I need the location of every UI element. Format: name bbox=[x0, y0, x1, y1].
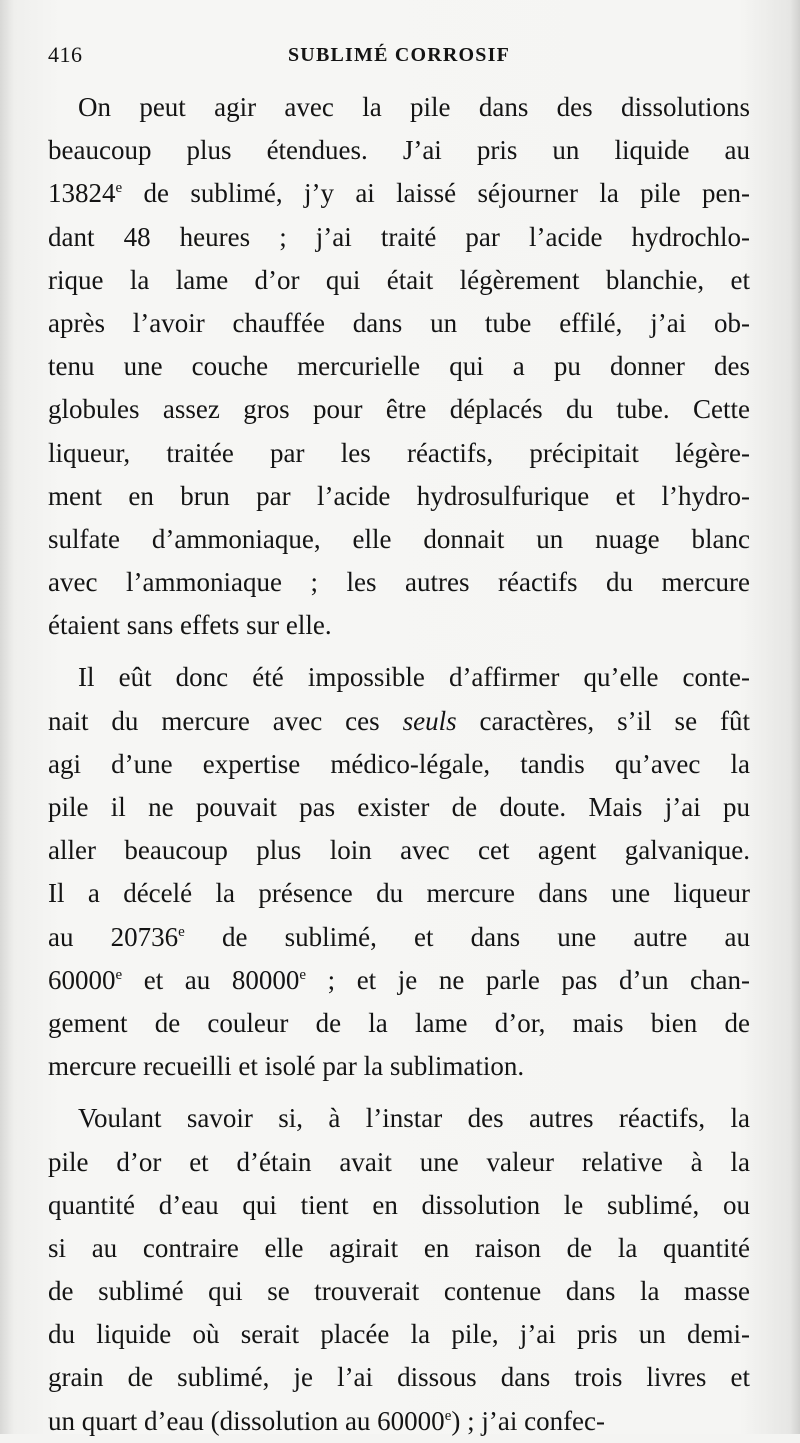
text-line bbox=[48, 959, 750, 1002]
text-line bbox=[48, 872, 750, 915]
text-segment: de sublimé, j’y ai laissé séjourner la pile pen- bbox=[122, 178, 750, 209]
text-segment: rique la lame d’or qui était légèrement blanchie, et bbox=[48, 264, 750, 295]
text-segment: tenu une couche mercurielle qui a pu donner des bbox=[48, 351, 750, 382]
text-segment: après l’avoir chauffée dans un tube effilé, j’ai ob- bbox=[48, 307, 750, 338]
text-segment: sulfate d’ammoniaque, elle donnait un nuage blanc bbox=[48, 523, 750, 554]
text-segment: aller beaucoup plus loin avec cet agent galvanique. bbox=[48, 835, 750, 866]
paragraph bbox=[48, 86, 750, 647]
text-line bbox=[48, 216, 750, 259]
text-segment: Il eût donc été impossible d’affirmer qu’elle conte- bbox=[78, 662, 750, 693]
text-line bbox=[48, 1184, 750, 1227]
text-segment: du liquide où serait placée la pile, j’ai pris un demi- bbox=[48, 1319, 750, 1350]
text-segment: mercure recueilli et isolé par la sublimation. bbox=[48, 1051, 525, 1082]
ordinal-superscript: e bbox=[115, 180, 123, 197]
text-segment: si au contraire elle agirait en raison de la quantité bbox=[48, 1232, 750, 1263]
text-line bbox=[48, 1356, 750, 1399]
text-line bbox=[48, 1141, 750, 1184]
page-header bbox=[48, 42, 750, 76]
text-segment: liqueur, traitée par les réactifs, précipitait légère- bbox=[48, 437, 750, 468]
text-segment: caractères, s’il se fût bbox=[456, 705, 750, 736]
text-line bbox=[48, 432, 750, 475]
text-segment: de sublimé, et dans une autre au bbox=[184, 921, 750, 952]
text-segment: au 20736 bbox=[48, 921, 179, 952]
text-line bbox=[48, 656, 750, 699]
text-line bbox=[48, 388, 750, 431]
ordinal-superscript: e bbox=[178, 923, 185, 940]
text-segment: 13824 bbox=[48, 178, 116, 209]
text-line bbox=[48, 475, 750, 518]
running-title: SUBLIMÉ CORROSIF bbox=[287, 44, 510, 66]
text-segment: nait du mercure avec ces bbox=[48, 705, 403, 736]
text-segment: 60000 bbox=[48, 964, 116, 995]
text-line bbox=[48, 916, 750, 959]
text-segment: agi d’une expertise médico-légale, tandis qu’avec la bbox=[48, 748, 750, 779]
text-segment: dant 48 heures ; j’ai traité par l’acide hydrochlo- bbox=[48, 221, 750, 252]
text-segment: On peut agir avec la pile dans des dissolutions bbox=[78, 92, 750, 122]
text-segment: et au 80000 bbox=[122, 964, 300, 995]
text-line bbox=[48, 129, 750, 172]
text-segment: beaucoup plus étendues. J’ai pris un liquide au bbox=[48, 135, 750, 166]
text-segment: pile d’or et d’étain avait une valeur relative à la bbox=[48, 1146, 750, 1177]
ordinal-superscript: e bbox=[299, 966, 307, 983]
text-line bbox=[48, 786, 750, 829]
ordinal-superscript: e bbox=[115, 966, 123, 983]
text-line bbox=[48, 1400, 750, 1443]
ordinal-superscript: e bbox=[444, 1407, 452, 1424]
text-line bbox=[48, 1227, 750, 1270]
text-segment: grain de sublimé, je l’ai dissous dans trois livres et bbox=[48, 1362, 750, 1393]
text-line bbox=[48, 829, 750, 872]
text-line bbox=[48, 1002, 750, 1045]
text-line bbox=[48, 302, 750, 345]
paragraph bbox=[48, 656, 750, 1088]
text-segment: étaient sans effets sur elle. bbox=[48, 610, 332, 641]
text-line bbox=[48, 86, 750, 129]
body-text bbox=[48, 86, 750, 1443]
text-segment: globules assez gros pour être déplacés du tube. Cette bbox=[48, 394, 750, 425]
text-segment: Il a décelé la présence du mercure dans une liqueur bbox=[48, 878, 750, 909]
text-segment: ment en brun par l’acide hydrosulfurique et l’hydro- bbox=[48, 480, 750, 511]
page-number: 416 bbox=[48, 42, 83, 67]
text-segment: un quart d’eau (dissolution au 60000 bbox=[48, 1405, 445, 1436]
text-segment: gement de couleur de la lame d’or, mais bien de bbox=[48, 1007, 750, 1038]
text-line bbox=[48, 743, 750, 786]
text-line bbox=[48, 604, 750, 647]
text-line bbox=[48, 345, 750, 388]
text-segment: ) ; j’ai confec- bbox=[451, 1405, 606, 1436]
text-line bbox=[48, 259, 750, 302]
text-line bbox=[48, 172, 750, 215]
text-line bbox=[48, 1270, 750, 1313]
text-line bbox=[48, 700, 750, 743]
italic-word: seuls bbox=[402, 705, 457, 736]
text-line bbox=[48, 1313, 750, 1356]
text-segment: de sublimé qui se trouverait contenue dans la masse bbox=[48, 1276, 750, 1307]
paragraph bbox=[48, 1097, 750, 1443]
text-segment: avec l’ammoniaque ; les autres réactifs du mercure bbox=[48, 567, 750, 598]
text-segment: pile il ne pouvait pas exister de doute. Mais j’ai pu bbox=[48, 792, 750, 822]
text-line bbox=[48, 561, 750, 604]
text-line bbox=[48, 518, 750, 561]
text-segment: Voulant savoir si, à l’instar des autres réactifs, la bbox=[78, 1103, 750, 1134]
text-line bbox=[48, 1045, 750, 1088]
text-line bbox=[48, 1097, 750, 1140]
text-segment: ; et je ne parle pas d’un chan- bbox=[306, 964, 750, 995]
text-segment: quantité d’eau qui tient en dissolution le sublimé, ou bbox=[48, 1189, 750, 1220]
